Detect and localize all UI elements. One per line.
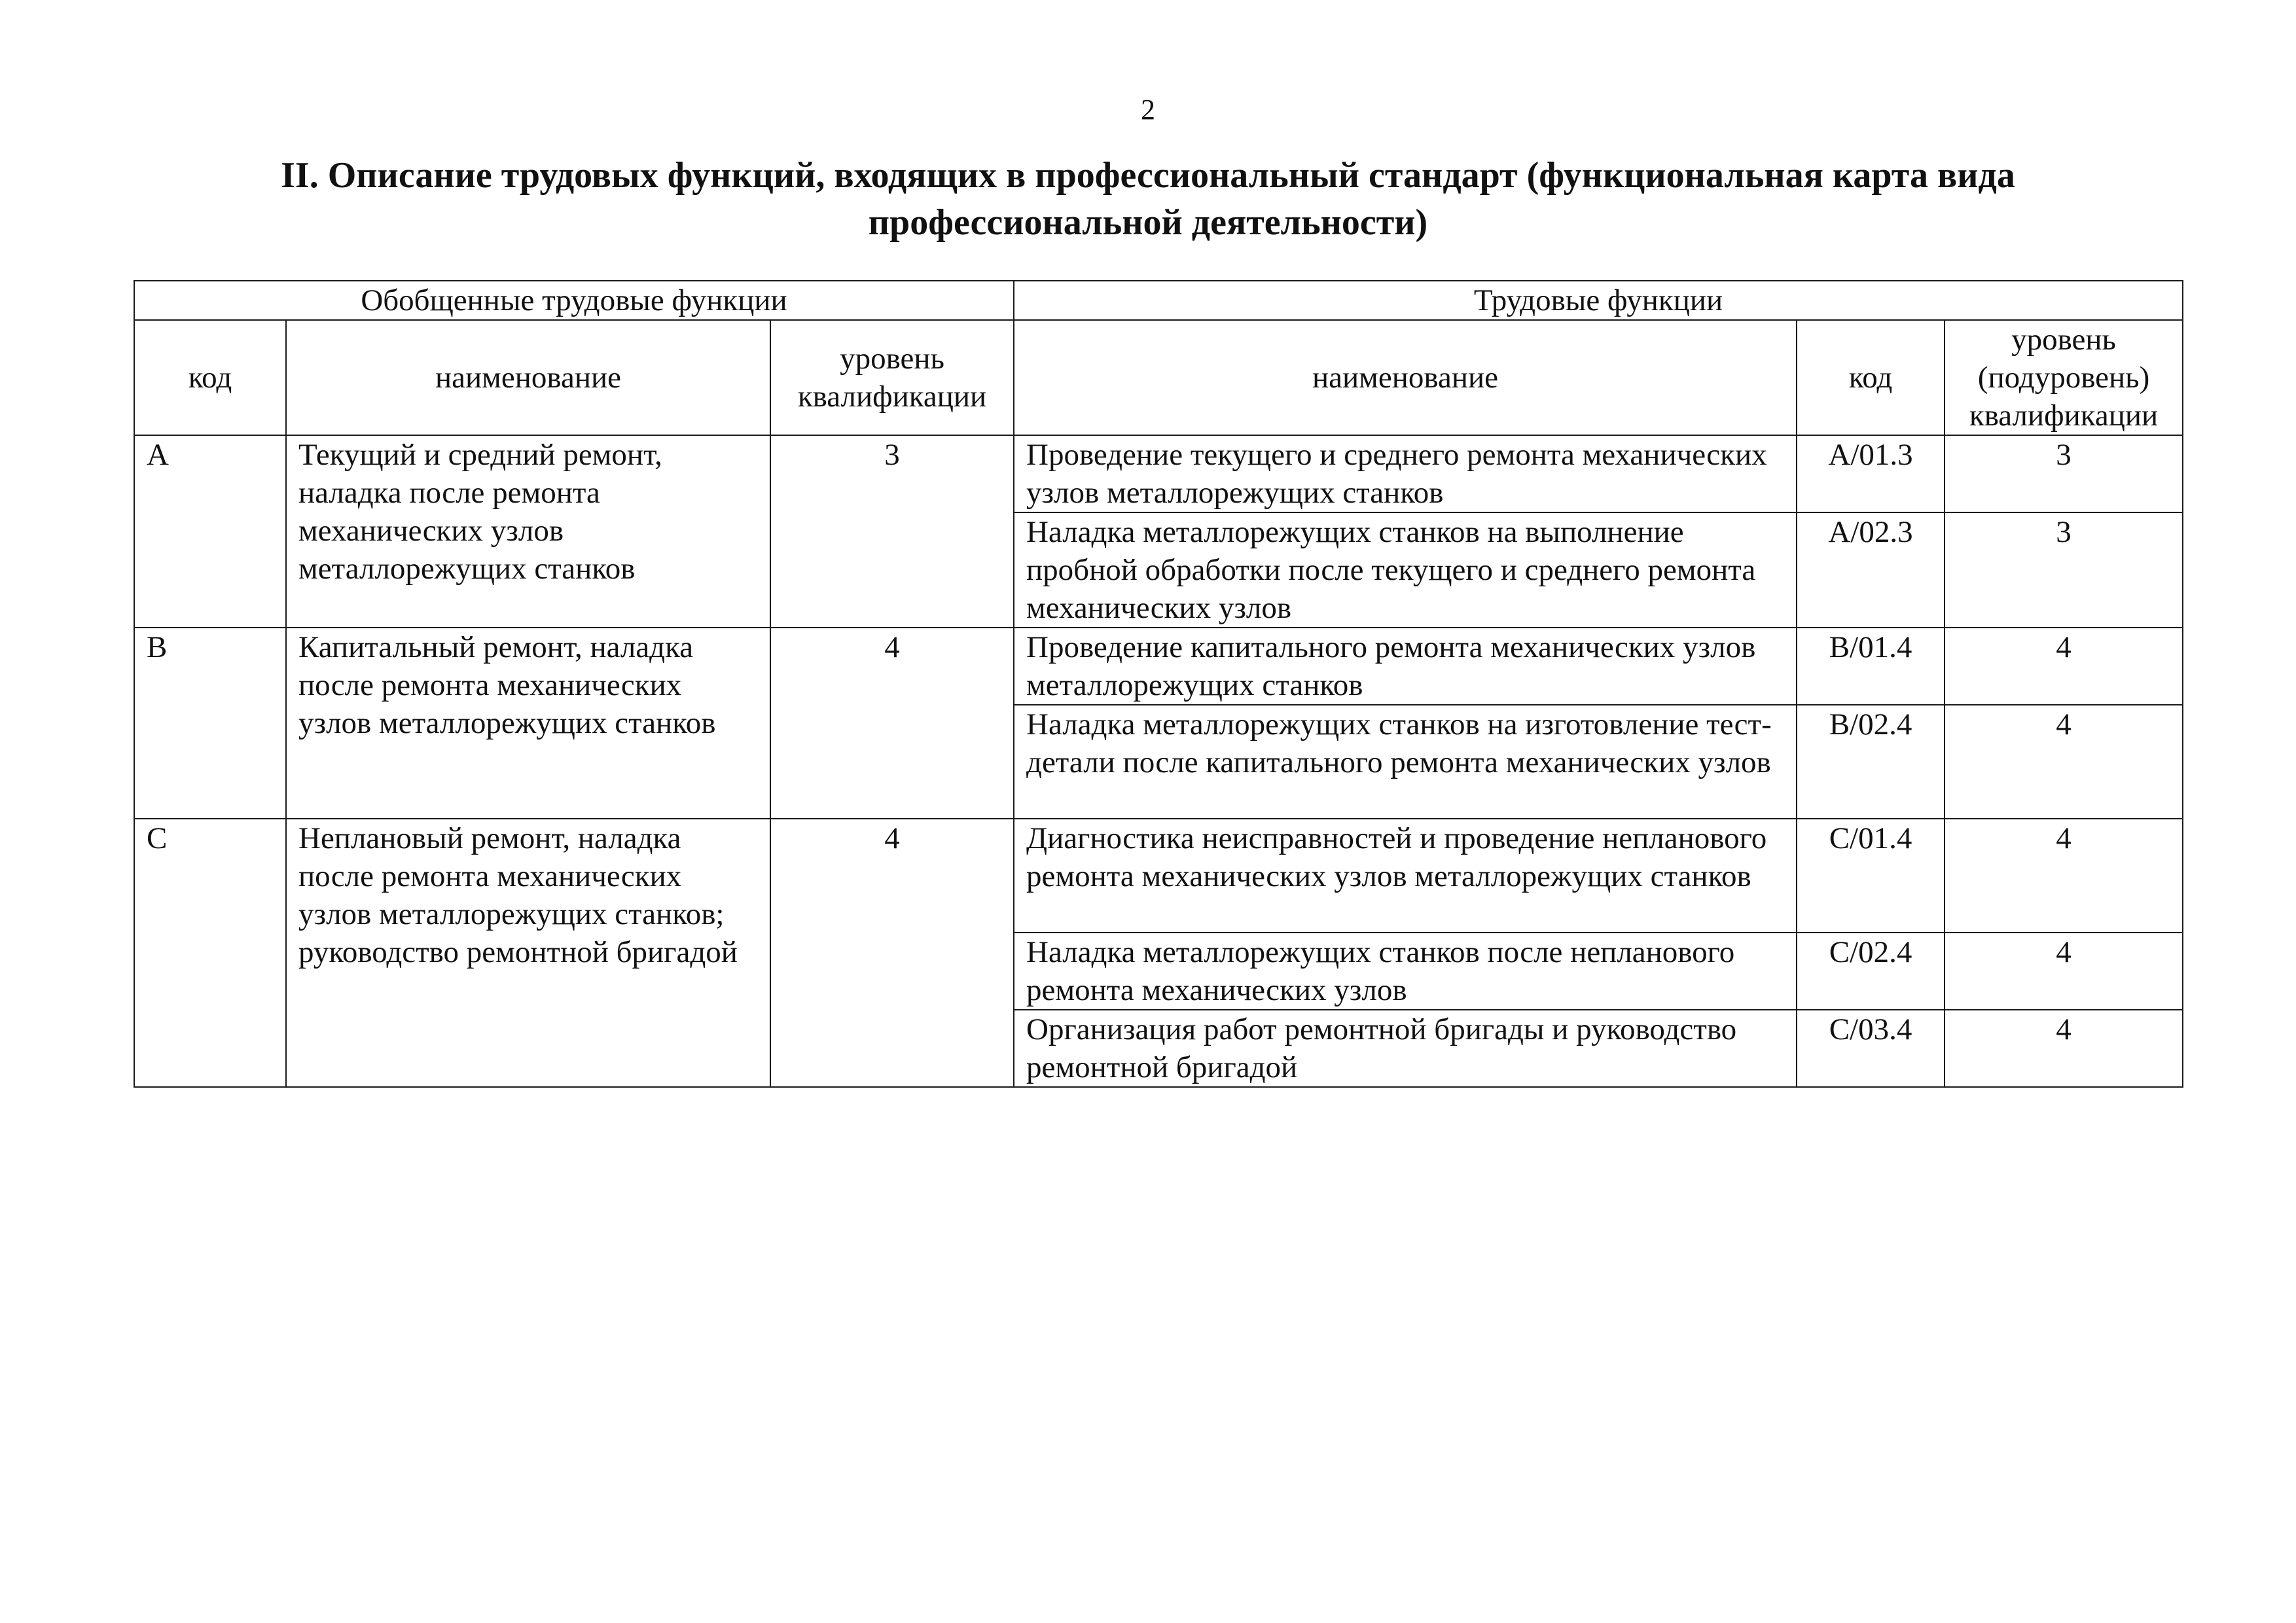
functional-map-table (134, 280, 2183, 1088)
table-row (134, 628, 2183, 705)
function-code: C/01.4 (1797, 819, 1945, 933)
function-name: Диагностика неисправностей и проведение непланового ремонта механических узлов металлорежущих станков (1014, 819, 1797, 933)
group-header-row (134, 281, 2183, 320)
function-name: Наладка металлорежущих станков после непланового ремонта механических узлов (1014, 933, 1797, 1010)
function-code: B/02.4 (1797, 705, 1945, 819)
function-level: 4 (1945, 933, 2183, 1010)
group-code: B (134, 628, 286, 819)
function-code: C/03.4 (1797, 1010, 1945, 1087)
function-code: A/02.3 (1797, 512, 1945, 628)
group-header-functions: Трудовые функции (1014, 281, 2183, 320)
function-level: 4 (1945, 705, 2183, 819)
column-header-gen-name: наименование (286, 320, 770, 435)
table-row (134, 435, 2183, 512)
group-name: Неплановый ремонт, наладка после ремонта механических узлов металлорежущих станков; руководство ремонтной бригадой (286, 819, 770, 1087)
group-code: C (134, 819, 286, 1087)
table-row (134, 819, 2183, 933)
group-level: 4 (770, 819, 1014, 1087)
function-level: 4 (1945, 819, 2183, 933)
column-header-fn-name: наименование (1014, 320, 1797, 435)
column-header-gen-level: уровень квалификации (770, 320, 1014, 435)
function-code: C/02.4 (1797, 933, 1945, 1010)
group-name: Капитальный ремонт, наладка после ремонта механических узлов металлорежущих станков (286, 628, 770, 819)
group-name: Текущий и средний ремонт, наладка после ремонта механических узлов металлорежущих станков (286, 435, 770, 628)
function-name: Организация работ ремонтной бригады и руководство ремонтной бригадой (1014, 1010, 1797, 1087)
function-code: A/01.3 (1797, 435, 1945, 512)
function-name: Проведение текущего и среднего ремонта механических узлов металлорежущих станков (1014, 435, 1797, 512)
group-code: A (134, 435, 286, 628)
group-header-generalized: Обобщенные трудовые функции (134, 281, 1014, 320)
function-name: Наладка металлорежущих станков на изготовление тест-детали после капитального ремонта механических узлов (1014, 705, 1797, 819)
section-title: II. Описание трудовых функций, входящих в профессиональный стандарт (функциональная карта вида профессиональной деятельности) (281, 155, 2015, 243)
column-header-fn-code: код (1797, 320, 1945, 435)
column-header-gen-code: код (134, 320, 286, 435)
function-level: 4 (1945, 628, 2183, 705)
group-level: 4 (770, 628, 1014, 819)
function-level: 3 (1945, 512, 2183, 628)
column-header-fn-level: уровень (подуровень) квалификации (1945, 320, 2183, 435)
group-level: 3 (770, 435, 1014, 628)
function-name: Проведение капитального ремонта механических узлов металлорежущих станков (1014, 628, 1797, 705)
function-name: Наладка металлорежущих станков на выполнение пробной обработки после текущего и среднего ремонта механических узлов (1014, 512, 1797, 628)
function-level: 4 (1945, 1010, 2183, 1087)
column-header-row (134, 320, 2183, 435)
page-number: 2 (1141, 94, 1155, 126)
function-code: B/01.4 (1797, 628, 1945, 705)
function-level: 3 (1945, 435, 2183, 512)
